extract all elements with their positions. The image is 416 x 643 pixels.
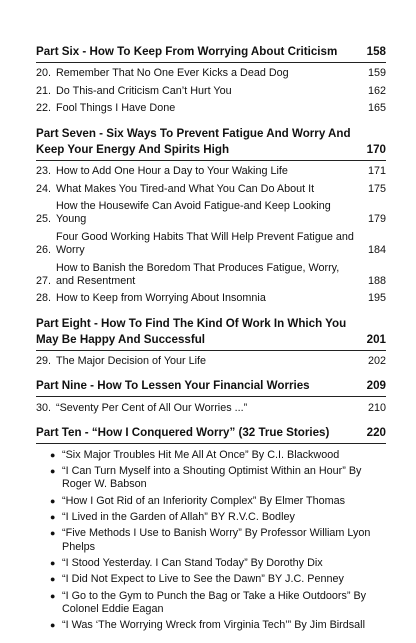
chapter-page: 210 [367,401,386,414]
chapter-number: 24. [36,182,52,195]
bullet-icon: ● [50,557,56,568]
chapter-title: Four Good Working Habits That Will Help Prevent Fatigue and Worry [56,230,354,257]
bullet-icon: ● [50,449,56,460]
chapter-list [36,399,386,417]
chapter-page: 162 [367,84,386,97]
chapter-title: The Major Decision of Your Life [56,355,207,367]
part-page: 158 [366,45,386,58]
bullet-icon: ● [50,620,56,631]
story-item [36,447,386,463]
chapter-title: Remember That No One Ever Kicks a Dead Dog [56,67,289,80]
part-heading [36,378,386,397]
chapter-entry [36,163,386,181]
chapter-title: How to Keep from Worrying About Insomnia [56,292,266,305]
chapter-list [36,353,386,371]
story-title: “Six Major Troubles Hit Me All At Once” By C.I. Blackwood [62,448,340,461]
bullet-icon: ● [50,574,56,585]
chapter-list [36,163,386,308]
chapter-entry [36,229,386,260]
chapter-page: 202 [367,355,386,367]
chapter-title: “Seventy Per Cent of All Our Worries ...” [56,401,248,414]
chapter-entry [36,259,386,290]
bullet-icon: ● [50,495,56,506]
story-item [36,526,386,556]
bullet-icon: ● [50,465,56,476]
chapter-number: 30. [36,401,52,414]
chapter-page: 195 [367,292,386,305]
story-title: “Five Methods I Use to Banish Worry” By Professor William Lyon Phelps [62,527,371,553]
part-title: Part Seven - Six Ways To Prevent Fatigue And Worry And Keep Your Energy And Spirits High [36,126,351,156]
story-title: “I Stood Yesterday. I Can Stand Today” By Dorothy Dix [62,556,323,569]
chapter-title: Fool Things I Have Done [56,102,176,115]
chapter-title: How to Add One Hour a Day to Your Waking Life [56,164,288,177]
part-heading [36,316,386,351]
story-title: “I Can Turn Myself into a Shouting Optimist Within an Hour” By Roger W. Babson [62,464,362,491]
part-title: Part Nine - How To Lessen Your Financial Worries [36,379,310,393]
chapter-entry [36,65,386,83]
bullet-icon: ● [50,528,56,539]
chapter-entry [36,100,386,118]
chapter-page: 184 [367,244,386,257]
story-title: “I Was ‘The Worrying Wreck from Virginia Tech’” By Jim Birdsall [62,619,365,632]
story-item [36,463,386,493]
bullet-icon: ● [50,511,56,522]
story-list [36,447,386,634]
story-item [36,618,386,634]
chapter-page: 165 [367,102,386,115]
part-page: 201 [366,332,386,346]
chapter-page: 179 [367,213,386,226]
part-heading [36,126,386,161]
story-item [36,509,386,525]
chapter-page: 159 [367,67,386,80]
part-title: Part Six - How To Keep From Worrying About Criticism [36,45,338,58]
chapter-title: How to Banish the Boredom That Produces Fatigue, Worry, and Resentment [56,261,340,287]
chapter-number: 27. [36,274,52,287]
part-page: 170 [366,142,386,156]
story-item [36,572,386,588]
story-title: “I Did Not Expect to Live to See the Dawn” BY J.C. Penney [62,573,344,586]
chapter-title: Do This-and Criticism Can’t Hurt You [56,84,232,97]
chapter-number: 22. [36,102,52,115]
part-heading [36,44,386,63]
story-title: “How I Got Rid of an Inferiority Complex” By Elmer Thomas [62,494,346,507]
chapter-entry [36,290,386,308]
chapter-page: 175 [367,182,386,195]
story-item [36,555,386,571]
chapter-entry [36,399,386,417]
chapter-entry [36,180,386,198]
chapter-number: 25. [36,213,52,226]
chapter-entry [36,198,386,229]
chapter-page: 188 [367,274,386,287]
chapter-number: 23. [36,164,52,177]
chapter-number: 28. [36,292,52,305]
part-heading [36,425,386,444]
part-page: 209 [366,379,386,393]
part-page: 220 [366,425,386,439]
chapter-number: 21. [36,84,52,97]
story-title: “I Lived in the Garden of Allah” BY R.V.C. Bodley [62,510,295,523]
chapter-title: How the Housewife Can Avoid Fatigue-and Keep Looking Young [56,200,331,226]
chapter-number: 20. [36,67,52,80]
chapter-entry [36,353,386,371]
chapter-number: 29. [36,355,52,367]
story-title: “I Go to the Gym to Punch the Bag or Take a Hike Outdoors” By Colonel Eddie Eagan [62,589,367,615]
part-title: Part Ten - “How I Conquered Worry” (32 True Stories) [36,425,330,439]
story-item [36,588,386,618]
chapter-list [36,65,386,118]
chapter-entry [36,83,386,101]
bullet-icon: ● [50,590,56,601]
part-title: Part Eight - How To Find The Kind Of Work In Which You May Be Happy And Successful [36,316,347,346]
chapter-title: What Makes You Tired-and What You Can Do About It [56,182,315,195]
story-item [36,493,386,509]
chapter-page: 171 [367,164,386,177]
chapter-number: 26. [36,244,52,257]
